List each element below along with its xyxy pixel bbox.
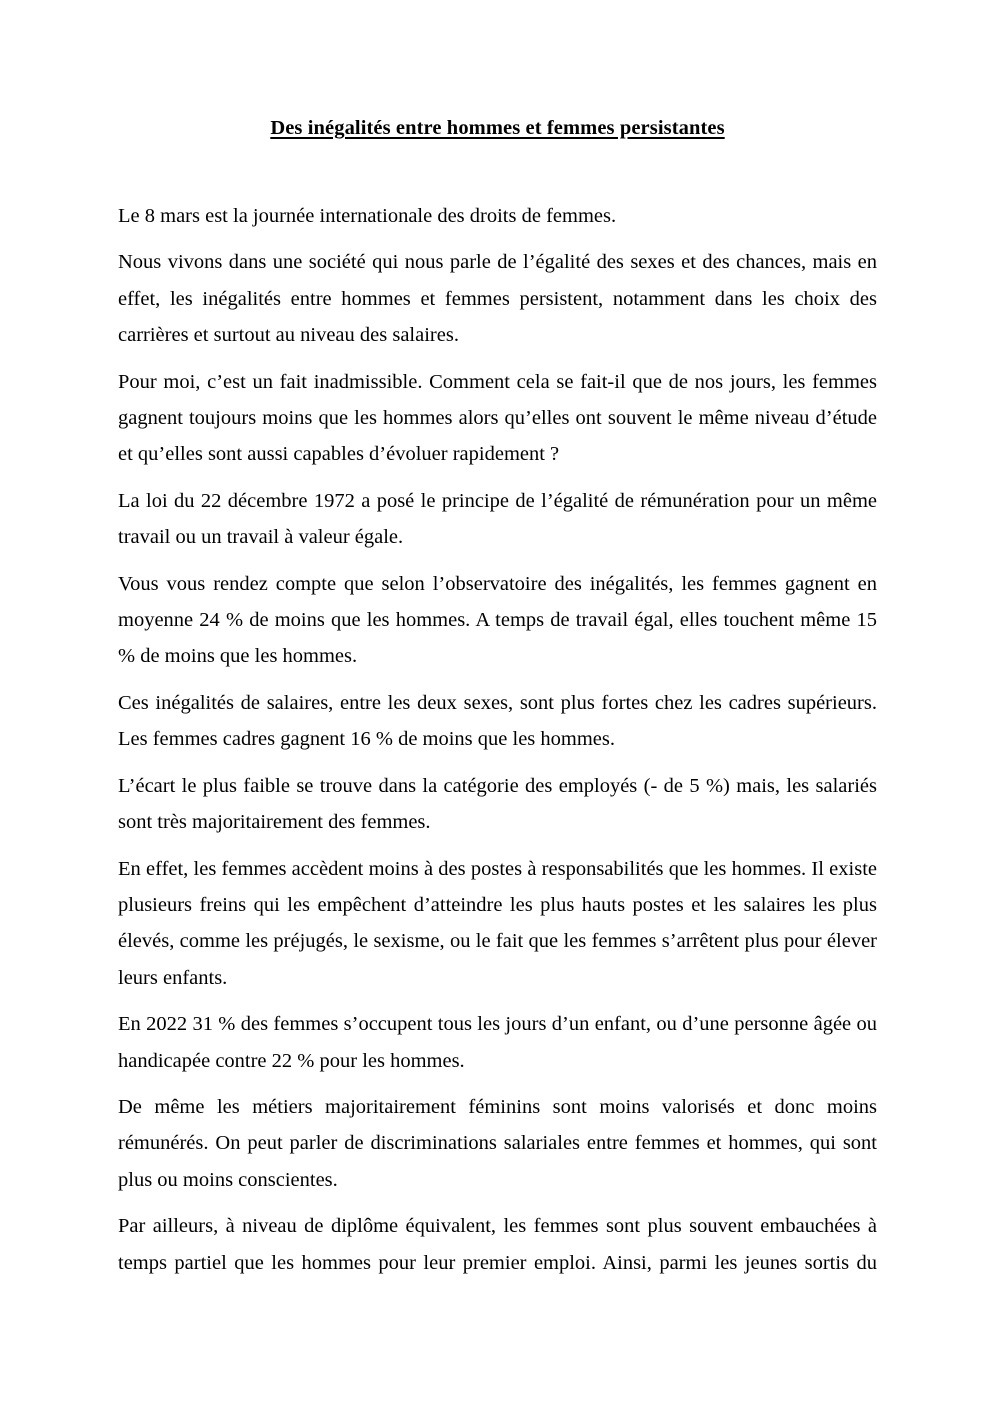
paragraph-11: Par ailleurs, à niveau de diplôme équivalent, les femmes sont plus souvent embauchées à temps partiel que les hommes pour leur premier emploi. Ainsi, parmi les jeunes sortis du <box>118 1215 877 1274</box>
page-title: Des inégalités entre hommes et femmes persistantes <box>270 117 725 139</box>
paragraph-7: L’écart le plus faible se trouve dans la catégorie des employés (- de 5 %) mais, les salariés sont très majoritairement des femmes. <box>118 774 877 834</box>
paragraph-3: Pour moi, c’est un fait inadmissible. Comment cela se fait-il que de nos jours, les femmes gagnent toujours moins que les hommes alors qu’elles ont souvent le même niveau d’étude et qu’elles sont aussi capables d’évoluer rapidement ? <box>118 370 877 466</box>
paragraph-10: De même les métiers majoritairement féminins sont moins valorisés et donc moins rémunérés. On peut parler de discriminations salariales entre femmes et hommes, qui sont plus ou moins conscientes. <box>118 1095 877 1191</box>
document-text-column <box>118 0 877 1327</box>
paragraph-6: Ces inégalités de salaires, entre les deux sexes, sont plus fortes chez les cadres supérieurs. Les femmes cadres gagnent 16 % de moins que les hommes. <box>118 691 877 751</box>
paragraph-4: La loi du 22 décembre 1972 a posé le principe de l’égalité de rémunération pour un même travail ou un travail à valeur égale. <box>118 489 877 549</box>
paragraph-1: Le 8 mars est la journée internationale des droits de femmes. <box>118 205 617 227</box>
paragraph-9: En 2022 31 % des femmes s’occupent tous les jours d’un enfant, ou d’une personne âgée ou handicapée contre 22 % pour les hommes. <box>118 1013 877 1072</box>
paragraph-5: Vous vous rendez compte que selon l’observatoire des inégalités, les femmes gagnent en moyenne 24 % de moins que les hommes. A temps de travail égal, elles touchent même 15 % de moins que les hommes. <box>118 572 877 668</box>
paragraph-8: En effet, les femmes accèdent moins à des postes à responsabilités que les hommes. Il existe plusieurs freins qui les empêchent d’atteindre les plus hauts postes et les salaires les plus élevés, comme les préjugés, le sexisme, ou le fait que les femmes s’arrêtent plus pour élever leurs enfants. <box>118 857 877 989</box>
paragraph-2: Nous vivons dans une société qui nous parle de l’égalité des sexes et des chances, mais en effet, les inégalités entre hommes et femmes persistent, notamment dans les choix des carrières et surtout au niveau des salaires. <box>118 251 877 347</box>
title-spacer <box>118 146 877 198</box>
